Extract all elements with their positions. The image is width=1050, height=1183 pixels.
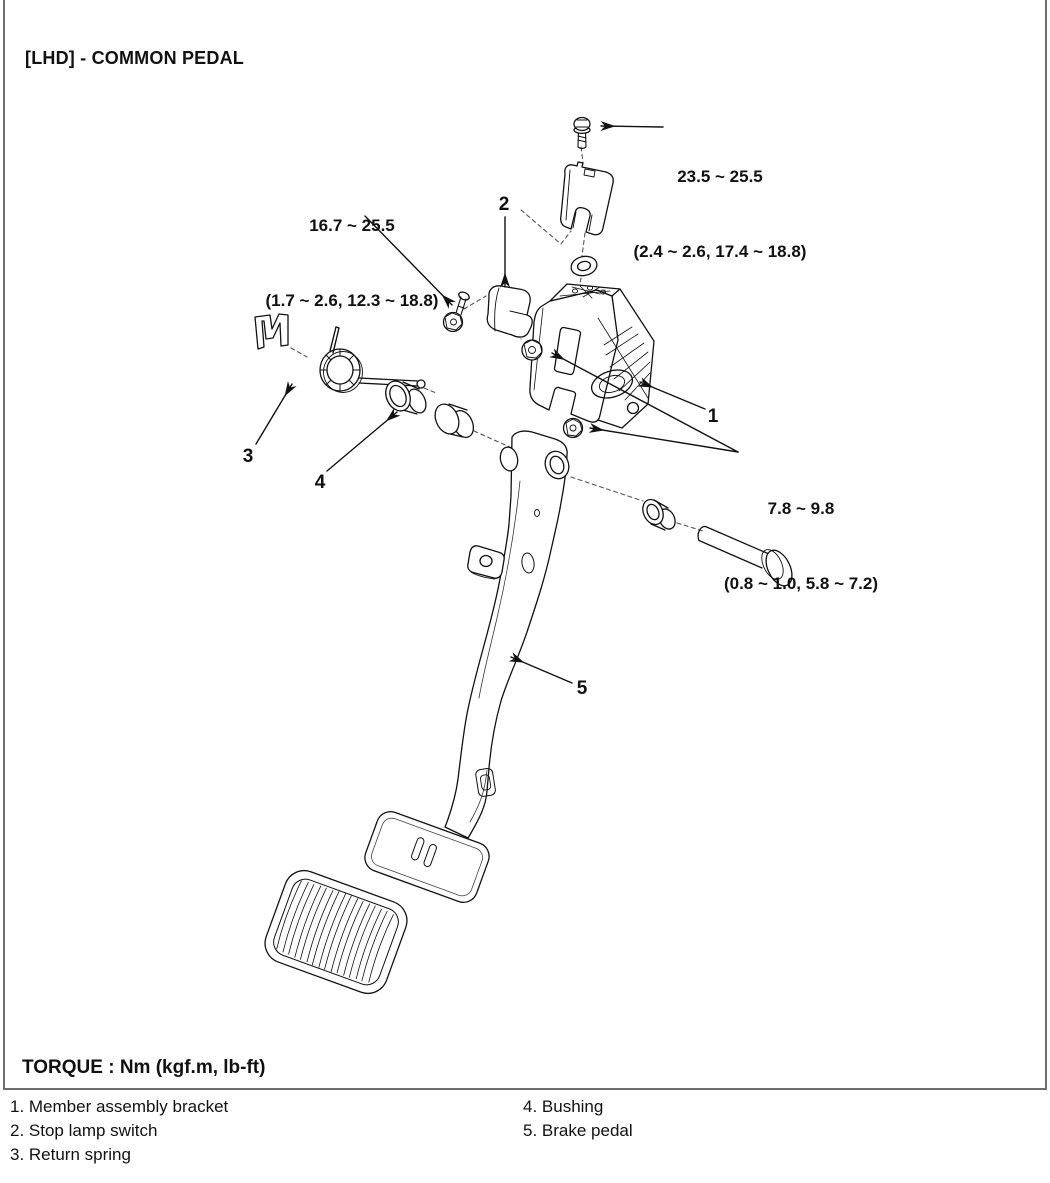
bolt-torque-value: 23.5 ~ 25.5 — [677, 167, 763, 186]
torque-units-note: TORQUE : Nm (kgf.m, lb-ft) — [22, 1057, 266, 1078]
legend-item-bushing: 4. Bushing — [523, 1097, 604, 1116]
nut-torque-value: 7.8 ~ 9.8 — [767, 499, 835, 518]
part-label-bracket: 1 — [707, 406, 719, 427]
part-label-switch: 2 — [498, 194, 510, 215]
diagram-title: [LHD] - COMMON PEDAL — [25, 48, 244, 68]
flange-nut-lower — [564, 419, 583, 438]
mounting-bolt — [574, 118, 590, 149]
bushing-plain — [431, 400, 478, 440]
legend-item-bracket: 1. Member assembly bracket — [10, 1097, 229, 1116]
oval-nut — [569, 254, 598, 278]
flange-nut-upper — [522, 340, 542, 360]
part-label-bushing: 4 — [314, 472, 326, 493]
bolt-torque-callout — [608, 114, 832, 314]
switch-torque-callout — [240, 163, 464, 363]
legend-column-1 — [10, 1095, 228, 1167]
pivot-spacer — [639, 496, 678, 531]
brake-pedal-arm — [445, 431, 573, 838]
switch-torque-value: 16.7 ~ 25.5 — [309, 216, 395, 235]
legend-item-switch: 2. Stop lamp switch — [10, 1121, 158, 1140]
stop-lamp-switch — [487, 286, 532, 337]
nut-torque-converted: (0.8 ~ 1.0, 5.8 ~ 7.2) — [723, 574, 879, 593]
bolt-torque-converted: (2.4 ~ 2.6, 17.4 ~ 18.8) — [633, 242, 807, 261]
legend-item-spring: 3. Return spring — [10, 1145, 131, 1164]
legend-item-pedal: 5. Brake pedal — [523, 1121, 633, 1140]
bushing-flanged — [381, 377, 429, 416]
legend-column-2 — [523, 1095, 633, 1143]
nut-torque-callout — [689, 446, 913, 646]
switch-torque-converted: (1.7 ~ 2.6, 12.3 ~ 18.8) — [265, 291, 439, 310]
part-label-spring: 3 — [242, 446, 254, 467]
part-label-pedal: 5 — [576, 678, 588, 699]
pedal-clamp-bracket — [561, 162, 614, 235]
pedal-rubber-pad — [259, 865, 412, 999]
